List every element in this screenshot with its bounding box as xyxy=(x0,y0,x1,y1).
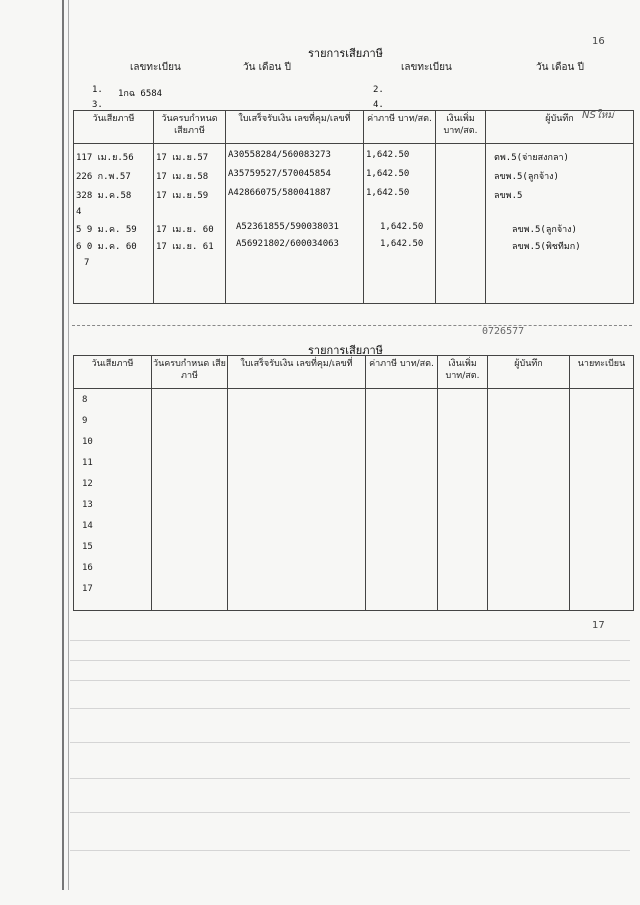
due-date: 17 เม.ย.57 xyxy=(156,153,209,163)
paid-date: 26 ก.พ.57 xyxy=(81,172,131,182)
header-due-date: วันครบกำหนด เสียภาษี xyxy=(154,111,226,144)
registration-value-1: 1กฉ 6584 xyxy=(118,89,163,99)
handwritten-stamp: NSใหม่ xyxy=(582,110,614,121)
col-receipt xyxy=(228,389,366,611)
col-recorder xyxy=(488,389,570,611)
page-number-bottom: 17 xyxy=(592,620,605,631)
reg-label-right: เลขทะเบียน xyxy=(401,62,452,73)
ruled-line xyxy=(70,660,630,661)
page-number-top: 16 xyxy=(592,36,605,47)
registration-no-3: 3. xyxy=(92,100,103,110)
col-due xyxy=(152,389,228,611)
receipt-no: A35759527/570045854 xyxy=(228,169,331,179)
due-date: 17 เม.ย.58 xyxy=(156,172,209,182)
ruled-line xyxy=(70,708,630,709)
row-no: 5 xyxy=(76,225,82,235)
header-fine: เงินเพิ่ม บาท/สต. xyxy=(438,356,488,389)
table-row-number: 10 xyxy=(82,437,93,447)
table1-header-row xyxy=(74,111,634,144)
receipt-no: A56921802/600034063 xyxy=(236,239,339,249)
table2-header-row xyxy=(74,356,634,389)
col-paid xyxy=(74,389,152,611)
receipt-no: A42866075/580041887 xyxy=(228,188,331,198)
date-label-left: วัน เดือน ปี xyxy=(243,62,291,73)
header-receipt: ใบเสร็จรับเงิน เลขที่คุม/เลขที่ xyxy=(228,356,366,389)
row-no: 6 xyxy=(76,242,82,252)
table-row-number: 17 xyxy=(82,584,93,594)
tax-amount: 1,642.50 xyxy=(366,169,410,179)
col-recorder xyxy=(486,144,634,304)
paid-date: 9 ม.ค. 59 xyxy=(86,225,137,235)
recorder: ตพ.5(จ่ายสงกลา) xyxy=(494,153,569,163)
table2-body xyxy=(74,389,634,611)
row-no: 2 xyxy=(76,172,82,182)
tax-table-2 xyxy=(73,355,634,611)
row-no: 1 xyxy=(76,153,82,163)
table-row xyxy=(74,239,153,258)
registration-no-1: 1. xyxy=(92,85,103,95)
paid-date: 28 ม.ค.58 xyxy=(81,191,132,201)
registration-no-2: 2. xyxy=(373,85,384,95)
header-recorder: ผู้บันทึก xyxy=(488,356,570,389)
header-paid-date: วันเสียภาษี xyxy=(74,111,154,144)
due-date: 17 เม.ย. 61 xyxy=(156,242,214,252)
col-paid xyxy=(74,144,154,304)
ruled-line xyxy=(70,778,630,779)
ruled-line xyxy=(70,640,630,641)
col-fine xyxy=(436,144,486,304)
row-no: 7 xyxy=(84,258,90,268)
table-row xyxy=(74,169,153,188)
paid-date: 0 ม.ค. 60 xyxy=(86,242,137,252)
tax-amount: 1,642.50 xyxy=(380,222,424,232)
table-row-number: 16 xyxy=(82,563,93,573)
tax-amount: 1,642.50 xyxy=(380,239,424,249)
tax-amount xyxy=(364,207,435,222)
receipt-no: A30558284/560083273 xyxy=(228,150,331,160)
header-due-date: วันครบกำหนด เสียภาษี xyxy=(152,356,228,389)
col-tax xyxy=(366,389,438,611)
table-row xyxy=(74,258,153,277)
table-row xyxy=(74,207,153,222)
table-row-number: 14 xyxy=(82,521,93,531)
page-binding-line xyxy=(62,0,64,890)
col-receipt xyxy=(226,144,364,304)
section2-title: รายการเสียภาษี xyxy=(308,344,383,357)
row-no: 4 xyxy=(76,207,82,217)
receipt-no xyxy=(226,207,363,222)
date-label-right: วัน เดือน ปี xyxy=(536,62,584,73)
table1-body xyxy=(74,144,634,304)
header-registrar: นายทะเบียน xyxy=(570,356,634,389)
table-row xyxy=(74,150,153,169)
recorder: ลขพ.5(พิชทีมก) xyxy=(512,242,581,252)
table-row xyxy=(74,222,153,239)
ruled-line xyxy=(70,680,630,681)
header-fine: เงินเพิ่ม บาท/สต. xyxy=(436,111,486,144)
tax-table-1 xyxy=(73,110,634,304)
table-row xyxy=(74,188,153,207)
recorder: ลขพ.5(ลูกจ้าง) xyxy=(512,225,577,235)
ruled-line xyxy=(70,812,630,813)
paid-date: 17 เม.ย.56 xyxy=(81,153,134,163)
separator-number: 0726577 xyxy=(482,326,525,337)
table-row-number: 15 xyxy=(82,542,93,552)
header-recorder: ผู้บันทึก xyxy=(486,111,634,144)
recorder: ลขพ.5(ลูกจ้าง) xyxy=(494,172,559,182)
table-row-number: 12 xyxy=(82,479,93,489)
section1-title: รายการเสียภาษี xyxy=(308,47,383,60)
recorder xyxy=(486,207,633,222)
ruled-line xyxy=(70,850,630,851)
separator-line xyxy=(72,325,632,340)
header-tax: ค่าภาษี บาท/สต. xyxy=(364,111,436,144)
table-row-number: 9 xyxy=(82,416,88,426)
tax-amount: 1,642.50 xyxy=(366,188,410,198)
registration-no-4: 4. xyxy=(373,100,384,110)
receipt-no: A52361855/590038031 xyxy=(236,222,339,232)
header-tax: ค่าภาษี บาท/สต. xyxy=(366,356,438,389)
col-tax xyxy=(364,144,436,304)
header-paid-date: วันเสียภาษี xyxy=(74,356,152,389)
tax-amount: 1,642.50 xyxy=(366,150,410,160)
table-row-number: 13 xyxy=(82,500,93,510)
due-date xyxy=(154,207,225,222)
table-row-number: 8 xyxy=(82,395,88,405)
col-fine xyxy=(438,389,488,611)
page-binding-line-inner xyxy=(68,0,69,890)
reg-label-left: เลขทะเบียน xyxy=(130,62,181,73)
col-due xyxy=(154,144,226,304)
due-date: 17 เม.ย. 60 xyxy=(156,225,214,235)
table-row-number: 11 xyxy=(82,458,93,468)
row-no: 3 xyxy=(76,191,82,201)
due-date: 17 เม.ย.59 xyxy=(156,191,209,201)
col-registrar xyxy=(570,389,634,611)
recorder: ลขพ.5 xyxy=(494,191,523,201)
header-receipt: ใบเสร็จรับเงิน เลขที่คุม/เลขที่ xyxy=(226,111,364,144)
ruled-line xyxy=(70,742,630,743)
